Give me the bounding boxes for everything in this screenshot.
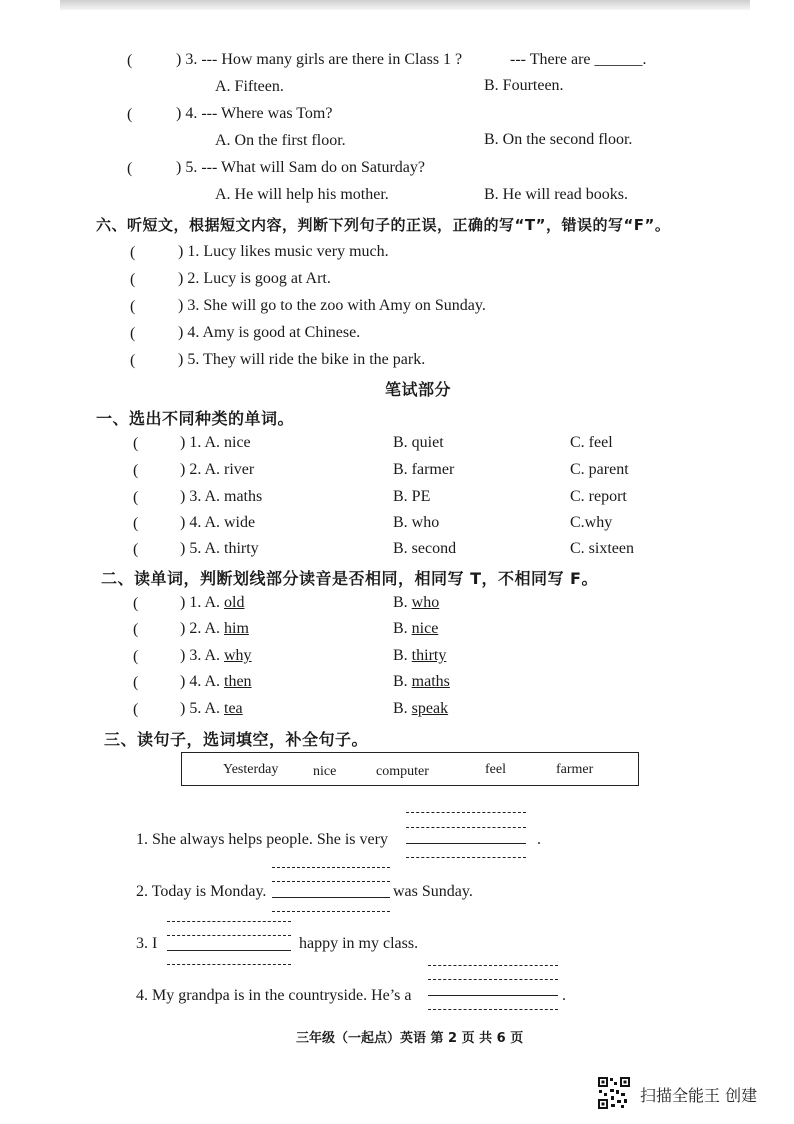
answer-blank[interactable] bbox=[406, 843, 526, 844]
answer-paren: ( bbox=[133, 674, 139, 691]
word-b: B. who bbox=[393, 594, 440, 611]
answer-paren: ( bbox=[133, 515, 139, 532]
word-a: ) 5. A. tea bbox=[180, 700, 243, 717]
section-6-heading: 六、听短文，根据短文内容，判断下列句子的正误，正确的写“T”，错误的写“F”。 bbox=[96, 216, 671, 234]
option-a: ) 2. A. river bbox=[180, 461, 255, 478]
answer-blank[interactable] bbox=[272, 897, 390, 898]
word-bank-item: computer bbox=[376, 764, 429, 779]
word-bank-item: nice bbox=[313, 764, 337, 779]
option-b: B. second bbox=[393, 540, 457, 557]
option-a: A. On the first floor. bbox=[215, 132, 346, 149]
word-b: B. nice bbox=[393, 620, 439, 637]
option-c: C.why bbox=[570, 514, 613, 531]
option-a: A. He will help his mother. bbox=[215, 186, 389, 203]
option-c: C. report bbox=[570, 488, 627, 505]
answer-paren: ( bbox=[127, 106, 133, 123]
word-bank-item: feel bbox=[485, 762, 506, 777]
option-b: B. quiet bbox=[393, 434, 444, 451]
option-b: B. He will read books. bbox=[484, 186, 628, 203]
handwriting-line bbox=[428, 1009, 558, 1010]
handwriting-line bbox=[272, 911, 390, 912]
question-3: ) 3. --- How many girls are there in Class 1 ? bbox=[176, 51, 463, 68]
word-a: ) 3. A. why bbox=[180, 647, 252, 664]
answer-paren: ( bbox=[133, 701, 139, 718]
word-b: B. thirty bbox=[393, 647, 447, 664]
option-a: ) 3. A. maths bbox=[180, 488, 263, 505]
word-a: ) 4. A. then bbox=[180, 673, 252, 690]
word-b: B. maths bbox=[393, 673, 450, 690]
statement-5: ) 5. They will ride the bike in the park. bbox=[178, 351, 426, 368]
word-bank-item: Yesterday bbox=[223, 762, 279, 777]
option-a: A. Fifteen. bbox=[215, 78, 284, 95]
scan-edge bbox=[60, 0, 750, 10]
answer-paren: ( bbox=[133, 541, 139, 558]
handwriting-line bbox=[272, 881, 390, 882]
option-c: C. feel bbox=[570, 434, 613, 451]
handwriting-line bbox=[406, 812, 526, 813]
handwriting-line bbox=[428, 979, 558, 980]
sentence-3-end: happy in my class. bbox=[299, 935, 419, 952]
answer-paren: ( bbox=[133, 462, 139, 479]
answer-paren: ( bbox=[127, 52, 133, 69]
option-b: B. PE bbox=[393, 488, 431, 505]
sentence-1-end: . bbox=[537, 831, 541, 848]
word-a: ) 2. A. him bbox=[180, 620, 249, 637]
question-3-reply: --- There are ______. bbox=[510, 51, 647, 68]
answer-paren: ( bbox=[133, 648, 139, 665]
answer-paren: ( bbox=[133, 621, 139, 638]
answer-blank[interactable] bbox=[428, 995, 558, 996]
written-part-title: 笔试部分 bbox=[385, 380, 452, 399]
option-c: C. parent bbox=[570, 461, 629, 478]
option-b: B. On the second floor. bbox=[484, 131, 633, 148]
part-3-heading: 三、读句子，选词填空，补全句子。 bbox=[104, 730, 369, 749]
qr-code-icon bbox=[597, 1076, 631, 1110]
handwriting-line bbox=[167, 964, 291, 965]
part-2-heading: 二、读单词，判断划线部分读音是否相同，相同写 T，不相同写 F。 bbox=[101, 569, 598, 588]
sentence-4-end: . bbox=[562, 987, 566, 1004]
word-bank-item: farmer bbox=[556, 762, 594, 777]
answer-paren: ( bbox=[130, 325, 136, 342]
statement-3: ) 3. She will go to the zoo with Amy on Sunday. bbox=[178, 297, 486, 314]
answer-paren: ( bbox=[130, 352, 136, 369]
sentence-2-end: was Sunday. bbox=[393, 883, 473, 900]
option-b: B. farmer bbox=[393, 461, 455, 478]
handwriting-line bbox=[406, 827, 526, 828]
question-4: ) 4. --- Where was Tom? bbox=[176, 105, 333, 122]
handwriting-line bbox=[167, 935, 291, 936]
word-a: ) 1. A. old bbox=[180, 594, 245, 611]
answer-paren: ( bbox=[133, 435, 139, 452]
part-1-heading: 一、选出不同种类的单词。 bbox=[96, 409, 295, 428]
answer-paren: ( bbox=[133, 489, 139, 506]
statement-1: ) 1. Lucy likes music very much. bbox=[178, 243, 389, 260]
word-bank bbox=[181, 752, 639, 786]
option-c: C. sixteen bbox=[570, 540, 634, 557]
statement-4: ) 4. Amy is good at Chinese. bbox=[178, 324, 361, 341]
answer-paren: ( bbox=[127, 160, 133, 177]
statement-2: ) 2. Lucy is goog at Art. bbox=[178, 270, 331, 287]
option-b: B. who bbox=[393, 514, 440, 531]
answer-paren: ( bbox=[130, 244, 136, 261]
answer-paren: ( bbox=[133, 595, 139, 612]
word-b: B. speak bbox=[393, 700, 449, 717]
answer-paren: ( bbox=[130, 271, 136, 288]
sentence-3: 3. I bbox=[136, 935, 158, 952]
sentence-2: 2. Today is Monday. bbox=[136, 883, 267, 900]
handwriting-line bbox=[406, 857, 526, 858]
option-a: ) 4. A. wide bbox=[180, 514, 256, 531]
sentence-1: 1. She always helps people. She is very bbox=[136, 831, 388, 848]
question-5: ) 5. --- What will Sam do on Saturday? bbox=[176, 159, 425, 176]
handwriting-line bbox=[272, 867, 390, 868]
handwriting-line bbox=[167, 921, 291, 922]
answer-blank[interactable] bbox=[167, 950, 291, 951]
option-b: B. Fourteen. bbox=[484, 77, 564, 94]
option-a: ) 1. A. nice bbox=[180, 434, 251, 451]
scanner-watermark: 扫描全能王 创建 bbox=[640, 1086, 758, 1105]
sentence-4: 4. My grandpa is in the countryside. He’s a bbox=[136, 987, 412, 1004]
option-a: ) 5. A. thirty bbox=[180, 540, 259, 557]
page-footer: 三年级（一起点）英语 第 2 页 共 6 页 bbox=[296, 1031, 524, 1046]
answer-paren: ( bbox=[130, 298, 136, 315]
handwriting-line bbox=[428, 965, 558, 966]
